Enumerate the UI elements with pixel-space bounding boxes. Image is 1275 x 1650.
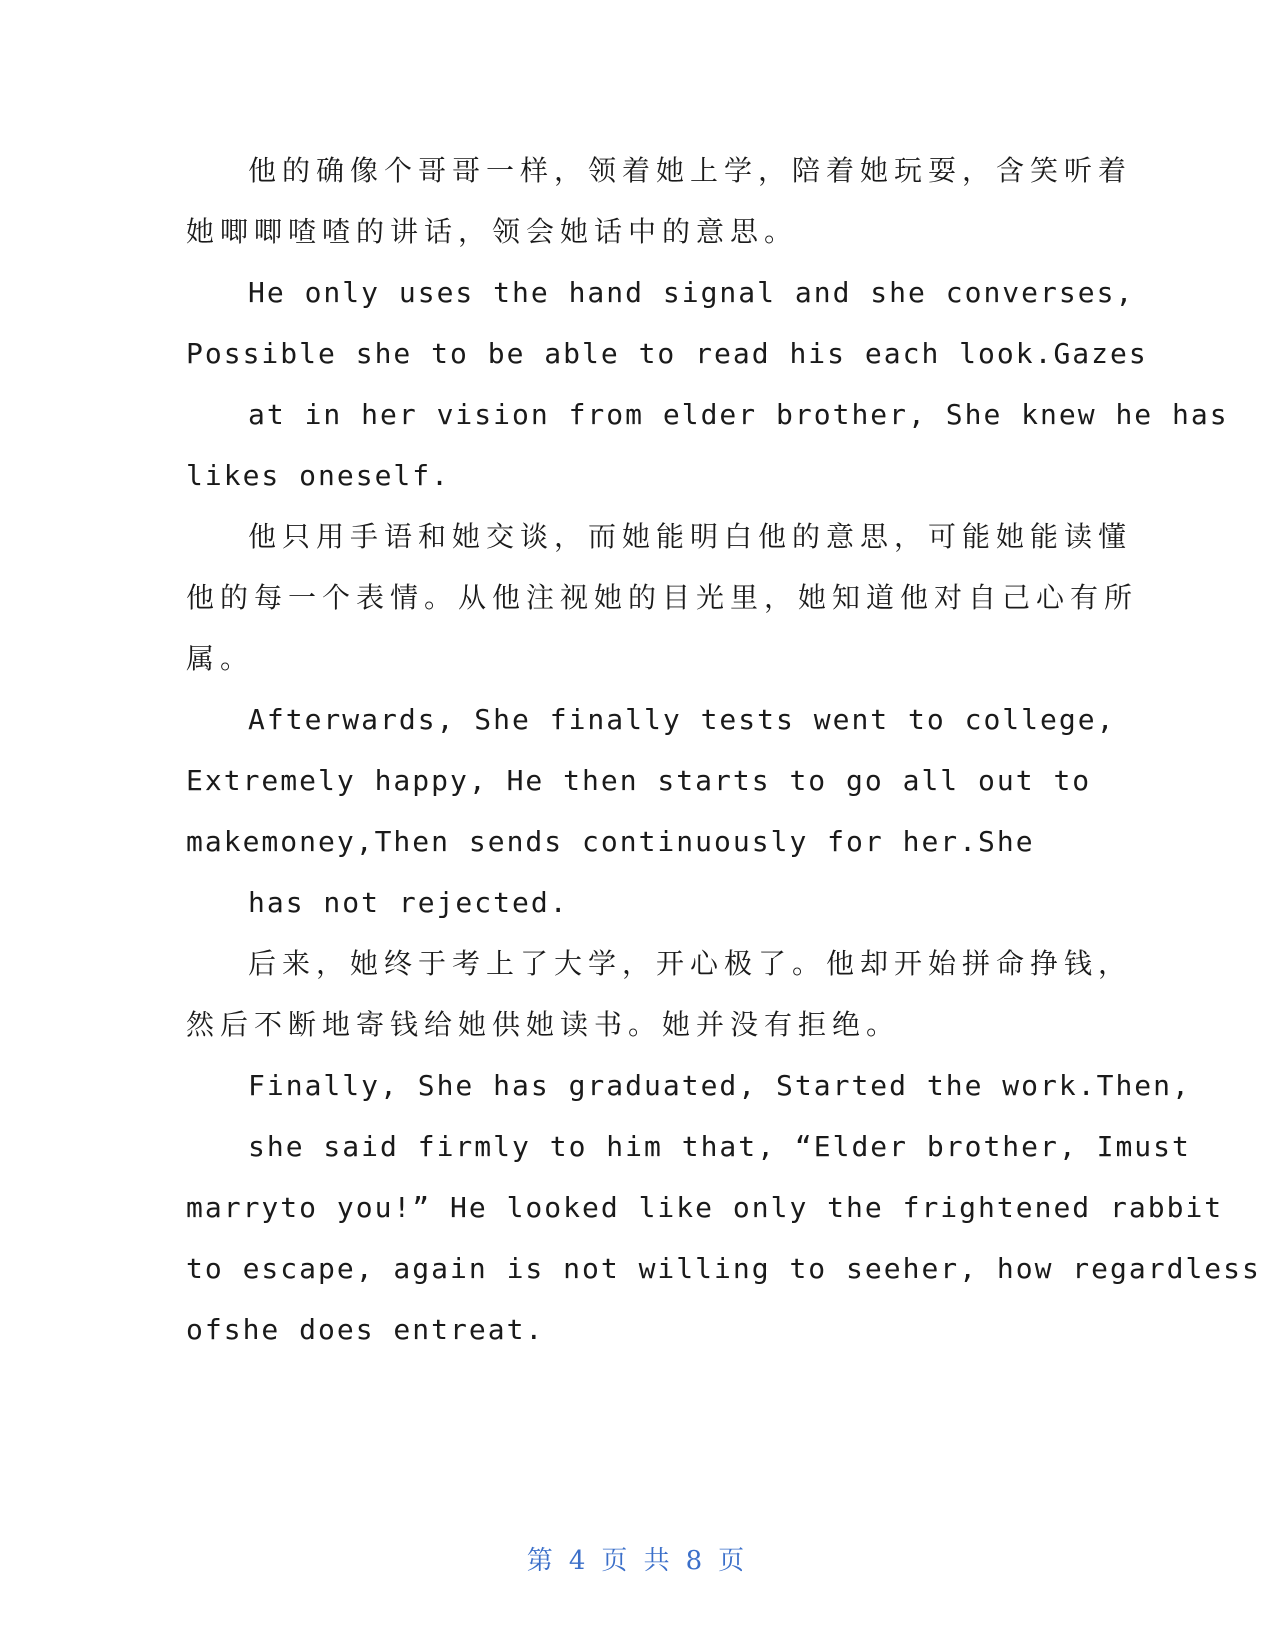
text-line: Finally, She has graduated, Started the work.Then,: [248, 1069, 1191, 1102]
text-line: Possible she to be able to read his each look.Gazes: [186, 337, 1148, 370]
text-line: He only uses the hand signal and she converses,: [248, 276, 1135, 309]
footer-prefix: 第: [526, 1546, 557, 1576]
text-line: has not rejected.: [248, 886, 569, 919]
footer-suffix: 页: [718, 1546, 749, 1576]
text-line: Afterwards, She finally tests went to college,: [248, 703, 1116, 736]
text-line: 她唧唧喳喳的讲话，领会她话中的意思。: [186, 215, 799, 248]
text-line: ofshe does entreat.: [186, 1313, 545, 1346]
text-line: 他只用手语和她交谈，而她能明白他的意思，可能她能读懂: [248, 520, 1133, 553]
page-footer: [0, 1540, 1275, 1577]
text-line: to escape, again is not willing to seeher, how regardless: [186, 1252, 1261, 1285]
text-line: 后来，她终于考上了大学，开心极了。他却开始拼命挣钱，: [248, 947, 1133, 980]
text-line: Extremely happy, He then starts to go all out to: [186, 764, 1092, 797]
text-line: marryto you!” He looked like only the frightened rabbit: [186, 1191, 1224, 1224]
text-line: 他的每一个表情。从他注视她的目光里，她知道他对自己心有所: [186, 581, 1139, 614]
text-line: she said firmly to him that, “Elder brother, Imust: [248, 1130, 1191, 1163]
text-line: makemoney,Then sends continuously for her.She: [186, 825, 1035, 858]
text-line: at in her vision from elder brother, She knew he has: [248, 398, 1229, 431]
text-line: 然后不断地寄钱给她供她读书。她并没有拒绝。: [186, 1008, 901, 1041]
text-line: 属。: [186, 642, 255, 675]
text-line: likes oneself.: [186, 459, 451, 492]
body-text: [186, 140, 1261, 1360]
text-line: 他的确像个哥哥一样，领着她上学，陪着她玩耍，含笑听着: [248, 154, 1133, 187]
total-page-number: 8: [685, 1546, 707, 1576]
footer-middle: 页 共: [601, 1546, 674, 1576]
current-page-number: 4: [568, 1546, 590, 1576]
